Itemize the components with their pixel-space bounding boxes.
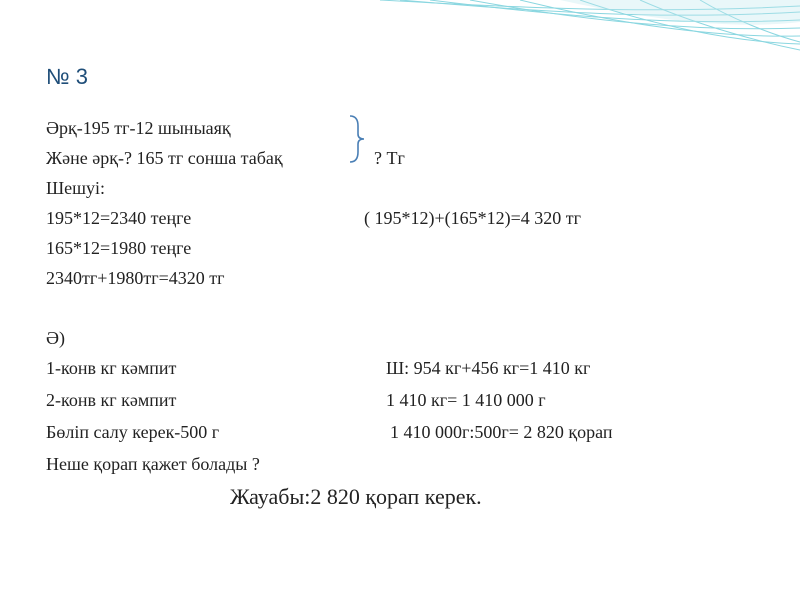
step-cups: 195*12=2340 теңге: [46, 208, 192, 228]
final-answer: Жауабы:2 820 қорап керек.: [230, 484, 482, 509]
pack-size: Бөліп салу керек-500 г: [46, 422, 220, 442]
curly-brace-icon: [346, 114, 366, 164]
question-total: ? Тг: [374, 148, 405, 168]
solution-label: Шешуі:: [46, 178, 106, 198]
conveyor-1: 1-конв кг кәмпит: [46, 358, 177, 378]
step-combined: ( 195*12)+(165*12)=4 320 тг: [364, 208, 582, 228]
slide-title: № 3: [46, 64, 88, 89]
boxes-calc: 1 410 000г:500г= 2 820 қорап: [390, 422, 613, 442]
step-sum: 2340тг+1980тг=4320 тг: [46, 268, 225, 288]
given-plates: Және әрқ-? 165 тг сонша табақ: [46, 148, 283, 168]
boxes-question: Неше қорап қажет болады ?: [46, 454, 260, 474]
part-b-label: Ә): [46, 328, 65, 348]
decorative-swoosh: [0, 0, 800, 80]
conveyor-2: 2-конв кг кәмпит: [46, 390, 177, 410]
step-plates: 165*12=1980 теңге: [46, 238, 192, 258]
total-kg: Ш: 954 кг+456 кг=1 410 кг: [386, 358, 591, 378]
given-cups: Әрқ-195 тг-12 шыныаяқ: [46, 118, 231, 138]
kg-to-g: 1 410 кг= 1 410 000 г: [386, 390, 546, 410]
